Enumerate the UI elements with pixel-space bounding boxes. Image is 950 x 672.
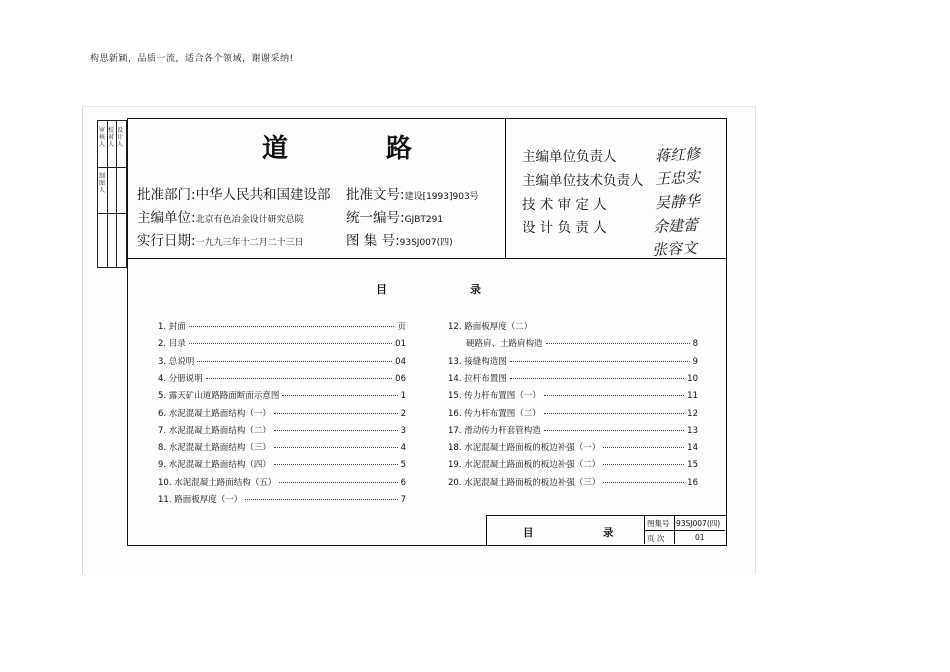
toc-entry — [158, 424, 406, 436]
toc-entry — [158, 493, 406, 505]
toc-entry — [448, 320, 698, 332]
approval-dept-value: 中华人民共和国建设部 — [195, 187, 331, 203]
title-block-atlas-label: 图集号 — [647, 519, 670, 528]
header-vertical-divider — [505, 118, 506, 258]
page-title: 道 路 — [262, 134, 449, 164]
toc-leader-dots — [510, 378, 684, 379]
toc-entry-label: 7. 水泥混凝土路面结构（二） — [158, 425, 271, 436]
role-tech-lead: 主编单位技术负责人 — [522, 173, 644, 189]
side-label-designer: 设计人 — [117, 127, 124, 148]
toc-entry-page: 4 — [400, 443, 406, 454]
toc-entry-page: 3 — [400, 425, 406, 436]
title-block — [486, 515, 727, 546]
date-value: 一九九三年十二月二十三日 — [195, 238, 304, 248]
toc-leader-dots — [274, 464, 398, 465]
toc-entry-label: 16. 传力杆布置图（二） — [448, 408, 541, 419]
toc-entry-label: 10. 水泥混凝土路面结构（五） — [158, 477, 277, 488]
toc-entry-page: 11 — [687, 391, 698, 402]
toc-entry — [158, 476, 406, 488]
tagline: 构思新颖，品质一流，适合各个领域，谢谢采纳! — [90, 54, 294, 64]
toc-leader-dots — [274, 430, 398, 431]
toc-entry-label: 3. 总说明 — [158, 356, 195, 367]
toc-entry-label: 8. 水泥混凝土路面结构（三） — [158, 443, 271, 454]
toc-entry-label: 5. 露天矿山道路路面断面示意图 — [158, 391, 280, 402]
toc-entry — [448, 372, 698, 384]
effective-date — [137, 229, 304, 249]
toc-entry — [158, 355, 406, 367]
toc-entry-page: 页 — [397, 322, 406, 332]
approval-dept — [137, 183, 331, 203]
toc-entry — [448, 476, 698, 488]
toc-entry-label: 6. 水泥混凝土路面结构（一） — [158, 408, 271, 419]
toc-entry — [158, 458, 406, 470]
title-block-name-right: 录 — [603, 527, 614, 539]
signature-4: 余建蕾 — [652, 215, 699, 237]
toc-leader-dots — [510, 361, 690, 362]
unified-code — [346, 206, 443, 226]
atlas-number — [346, 229, 453, 249]
title-block-page-value: 01 — [695, 533, 705, 542]
toc-entry-label: 2. 目录 — [158, 339, 186, 350]
signature-5: 张容文 — [651, 238, 698, 260]
toc-entry-label: 硬路肩、土路肩构造 — [466, 339, 543, 350]
toc-entry-label: 20. 水泥混凝土路面板的板边补强（三） — [448, 477, 601, 488]
approval-doc — [346, 183, 479, 203]
role-design-lead: 设 计 负 责 人 — [522, 220, 607, 236]
toc-entry-page: 9 — [692, 356, 698, 367]
code-value: GJBT291 — [404, 215, 444, 225]
toc-entry-page: 1 — [400, 391, 406, 402]
toc-entry — [448, 441, 698, 453]
toc-entry-page: 10 — [687, 373, 698, 384]
atlas-value: 93SJ007(四) — [399, 238, 453, 248]
toc-entry — [448, 424, 698, 436]
toc-entry — [448, 458, 698, 470]
toc-leader-dots — [544, 395, 684, 396]
toc-entry — [466, 337, 698, 349]
toc-entry — [448, 389, 698, 401]
toc-entry-label: 18. 水泥混凝土路面板的板边补强（一） — [448, 443, 601, 454]
toc-leader-dots — [274, 413, 398, 414]
toc-entry — [158, 389, 406, 401]
side-label-reviewer: 审核人 — [99, 127, 106, 148]
title-block-page-label: 页 次 — [647, 534, 665, 543]
toc-entry-label: 9. 水泥混凝土路面结构（四） — [158, 460, 271, 471]
side-label-drafter: 制图人 — [99, 173, 106, 194]
toc-entry-label: 14. 拉杆布置图 — [448, 373, 507, 384]
toc-entry-label: 19. 水泥混凝土路面板的板边补强（二） — [448, 460, 601, 471]
toc-entry — [158, 337, 406, 349]
title-block-name-left: 目 — [523, 527, 534, 539]
toc-entry — [448, 355, 698, 367]
toc-entry — [158, 407, 406, 419]
toc-entry-page: 6 — [400, 477, 406, 488]
toc-entry — [158, 441, 406, 453]
toc-leader-dots — [206, 378, 392, 379]
toc-entry-page: 04 — [395, 356, 406, 367]
toc-entry-label: 11. 路面板厚度（一） — [158, 495, 243, 505]
toc-entry-page: 7 — [400, 495, 406, 505]
toc-entry — [448, 407, 698, 419]
toc-entry-page: 16 — [687, 477, 698, 488]
toc-leader-dots — [544, 413, 684, 414]
title-block-atlas-value: 93SJ007(四) — [676, 519, 721, 528]
toc-title-right: 录 — [470, 283, 481, 296]
editor-unit — [137, 206, 304, 226]
toc-entry-page: 01 — [395, 339, 406, 350]
role-chief-editor: 主编单位负责人 — [522, 149, 617, 165]
signature-3: 吴静华 — [654, 191, 701, 213]
signature-1: 蒋红修 — [654, 144, 701, 166]
editor-value: 北京有色冶金设计研究总院 — [195, 215, 304, 225]
toc-leader-dots — [544, 430, 684, 431]
toc-title-left: 目 — [376, 283, 387, 296]
toc-entry-page: 12 — [687, 408, 698, 419]
toc-entry-label: 13. 接缝构造图 — [448, 356, 507, 367]
signature-2: 王忠实 — [654, 167, 701, 189]
toc-entry-page: 06 — [395, 373, 406, 384]
side-signature-column — [97, 120, 127, 268]
toc-leader-dots — [279, 482, 397, 483]
approval-dept-label: 批准部门: — [137, 187, 196, 203]
code-label: 统一编号: — [346, 210, 405, 226]
side-label-checker: 校对人 — [108, 127, 115, 148]
header-divider — [127, 258, 727, 259]
editor-label: 主编单位: — [137, 210, 196, 226]
toc-entry-page: 8 — [692, 339, 698, 350]
approval-doc-label: 批准文号: — [346, 187, 405, 203]
toc-leader-dots — [189, 326, 395, 327]
toc-leader-dots — [274, 447, 398, 448]
toc-entry-page: 15 — [687, 460, 698, 471]
toc-leader-dots — [245, 499, 397, 500]
toc-entry — [158, 372, 406, 384]
toc-entry-label: 4. 分册说明 — [158, 373, 203, 384]
atlas-label: 图 集 号: — [346, 233, 400, 249]
toc-entry — [158, 320, 406, 332]
toc-entry-label: 15. 传力杆布置图（一） — [448, 391, 541, 402]
toc-leader-dots — [603, 447, 684, 448]
toc-entry-page: 5 — [400, 460, 406, 471]
toc-leader-dots — [197, 361, 392, 362]
toc-entry-page: 2 — [400, 408, 406, 419]
toc-leader-dots — [282, 395, 397, 396]
toc-entry-label: 1. 封面 — [158, 322, 186, 332]
toc-leader-dots — [189, 343, 392, 344]
toc-leader-dots — [603, 482, 684, 483]
toc-entry-page: 14 — [687, 443, 698, 454]
toc-entry-page: 13 — [687, 425, 698, 436]
toc-entry-label: 17. 滑动传力杆套管构造 — [448, 425, 541, 436]
toc-entry-label: 12. 路面板厚度（二） — [448, 322, 533, 332]
role-tech-reviewer: 技 术 审 定 人 — [522, 197, 607, 213]
date-label: 实行日期: — [137, 233, 196, 249]
toc-leader-dots — [546, 343, 690, 344]
approval-doc-value: 建设[1993]903号 — [404, 192, 479, 202]
toc-leader-dots — [603, 464, 684, 465]
